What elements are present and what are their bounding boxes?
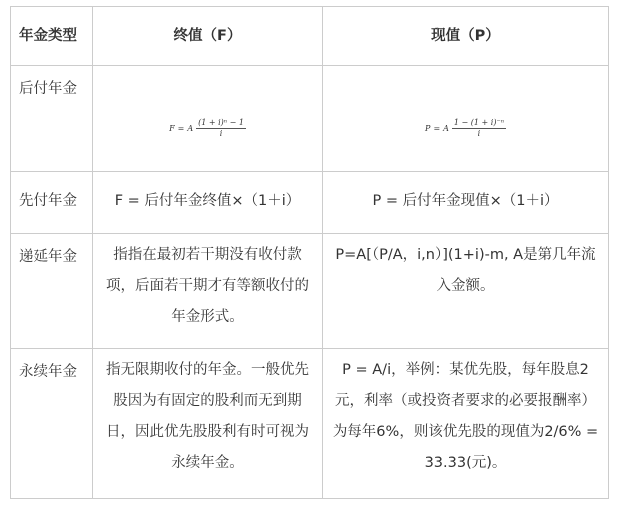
- formula-a: A: [443, 123, 449, 133]
- formula-eq: =: [433, 123, 441, 133]
- row-type: 永续年金: [11, 349, 93, 499]
- pv-cell: P=A[（P/A，i,n）](1+i)-m, A是第几年流入金额。: [323, 234, 609, 349]
- fv-cell: 指指在最初若干期没有收付款项，后面若干期才有等额收付的年金形式。: [93, 234, 323, 349]
- header-row: [11, 7, 609, 66]
- row-type: 后付年金: [11, 66, 93, 172]
- formula-fraction: [452, 118, 506, 139]
- formula-lhs: P: [425, 123, 431, 133]
- table-row: [11, 349, 609, 499]
- header-fv: 终值（F）: [93, 7, 323, 66]
- table-row: [11, 66, 609, 172]
- formula-fraction: [196, 118, 246, 139]
- formula-denominator: i: [477, 129, 481, 138]
- pv-cell: P = A/i，举例：某优先股，每年股息2元，利率（或投资者要求的必要报酬率）为每年6%，则该优先股的现值为2/6% = 33.33(元)。: [323, 349, 609, 499]
- formula-numerator: 1 − (1 + i)⁻ⁿ: [453, 118, 504, 127]
- formula-denominator: i: [219, 129, 223, 138]
- formula-numerator: (1 + i)ⁿ − 1: [198, 118, 244, 127]
- row-type: 先付年金: [11, 172, 93, 234]
- header-pv: 现值（P）: [323, 7, 609, 66]
- annuity-table: [10, 6, 609, 499]
- table-row: [11, 234, 609, 349]
- pv-formula: [323, 66, 609, 172]
- formula-a: A: [187, 123, 194, 133]
- header-type: 年金类型: [11, 7, 93, 66]
- row-type: 递延年金: [11, 234, 93, 349]
- formula-eq: =: [177, 123, 185, 133]
- fv-cell: F = 后付年金终值×（1＋i）: [93, 172, 323, 234]
- table-row: [11, 172, 609, 234]
- fv-formula: [93, 66, 323, 172]
- pv-cell: P = 后付年金现值×（1＋i）: [323, 172, 609, 234]
- fv-cell: 指无限期收付的年金。一般优先股因为有固定的股利而无到期日，因此优先股股利有时可视为永续年金。: [93, 349, 323, 499]
- formula-lhs: F: [169, 123, 175, 133]
